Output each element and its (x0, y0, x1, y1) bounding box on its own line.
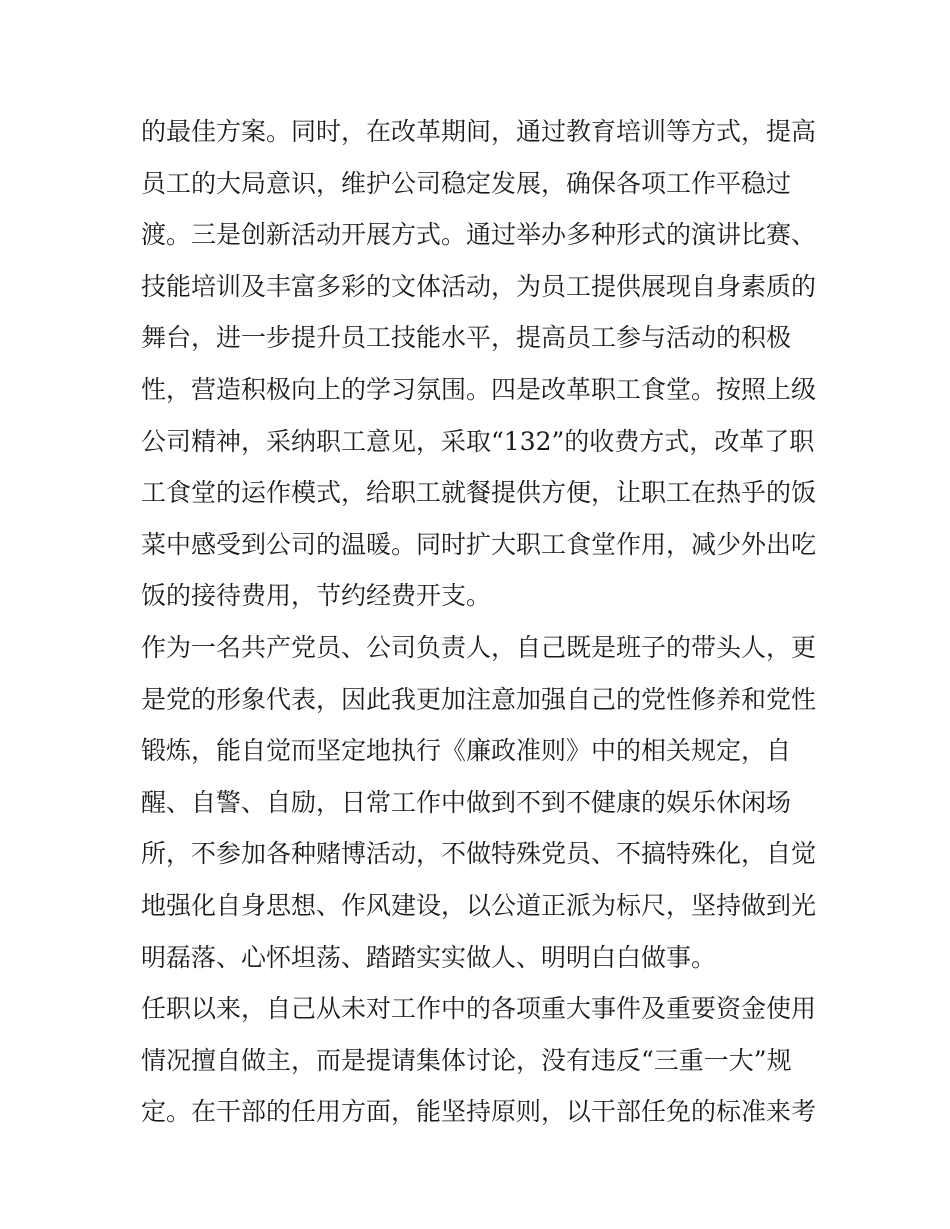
text-line: 定。在干部的任用方面，能坚持原则，以干部任免的标准来考 (141, 1097, 817, 1127)
text-line: 醒、自警、自励，日常工作中做到不到不健康的娱乐休闲场 (141, 787, 792, 817)
text-line: 情况擅自做主，而是提请集体讨论，没有违反“三重一大”规 (141, 1045, 792, 1075)
text-line: 锻炼，能自觉而坚定地执行《廉政准则》中的相关规定，自 (141, 736, 792, 766)
text-line: 饭的接待费用，节约经费开支。 (141, 581, 492, 611)
text-line: 地强化自身思想、作风建设，以公道正派为标尺，坚持做到光 (141, 890, 817, 920)
body-text (141, 106, 817, 1138)
text-line: 公司精神，采纳职工意见，采取“132”的收费方式，改革了职 (141, 426, 815, 456)
text-line: 任职以来，自己从未对工作中的各项重大事件及重要资金使用 (141, 994, 817, 1024)
text-line: 是党的形象代表，因此我更加注意加强自己的党性修养和党性 (141, 684, 817, 714)
text-line: 作为一名共产党员、公司负责人，自己既是班子的带头人，更 (141, 632, 817, 662)
text-line: 性，营造积极向上的学习氛围。四是改革职工食堂。按照上级 (141, 374, 817, 404)
text-line: 所，不参加各种赌博活动，不做特殊党员、不搞特殊化，自觉 (141, 839, 817, 869)
text-line: 明磊落、心怀坦荡、踏踏实实做人、明明白白做事。 (141, 942, 717, 972)
text-line: 的最佳方案。同时，在改革期间，通过教育培训等方式，提高 (141, 117, 817, 146)
text-line: 员工的大局意识，维护公司稳定发展，确保各项工作平稳过 (141, 168, 792, 198)
text-line: 渡。三是创新活动开展方式。通过举办多种形式的演讲比赛、 (141, 220, 817, 250)
text-line: 菜中感受到公司的温暖。同时扩大职工食堂作用，减少外出吃 (141, 529, 817, 559)
text-line: 技能培训及丰富多彩的文体活动，为员工提供展现自身素质的 (141, 271, 817, 301)
text-line: 工食堂的运作模式，给职工就餐提供方便，让职工在热乎的饭 (141, 478, 817, 508)
text-line: 舞台，进一步提升员工技能水平，提高员工参与活动的积极 (141, 323, 792, 353)
